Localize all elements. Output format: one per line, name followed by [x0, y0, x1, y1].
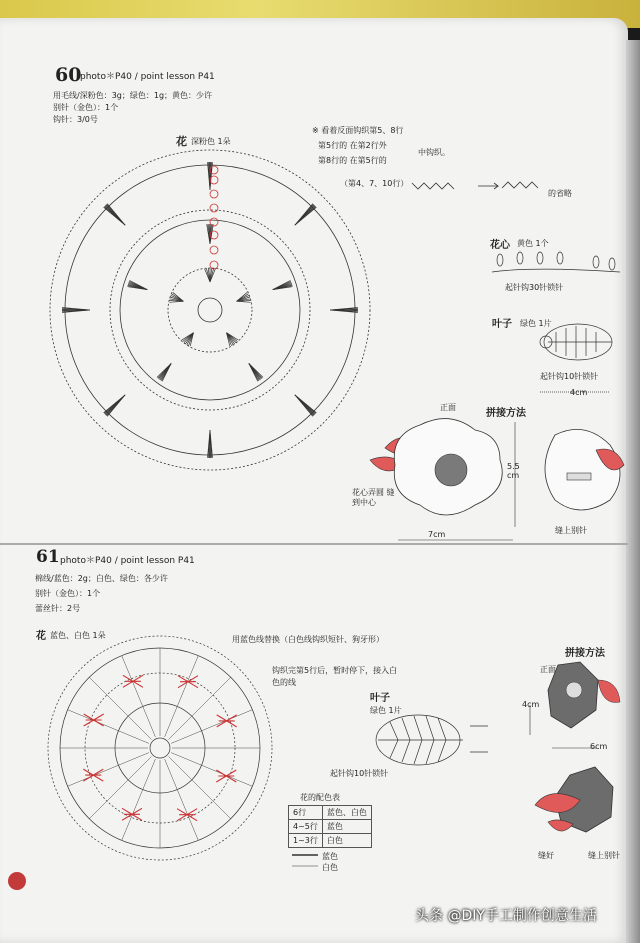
table-cell: 4~5行	[289, 820, 323, 834]
assembly-61-sew: 缝好	[538, 851, 554, 860]
flower-61-spokes	[60, 648, 260, 848]
assembly-60-title: 拼接方法	[486, 408, 526, 419]
assembly-60-width: 7cm	[428, 530, 446, 539]
pattern-60-material-2: 别针（金色）：1个	[53, 103, 119, 112]
legend-blue-label: 蓝色	[322, 852, 338, 861]
row-marker	[210, 190, 218, 198]
note-60-line2: 第5行的 在第2行外	[318, 141, 387, 150]
spoke-stitch	[171, 710, 252, 744]
leaf-61-subtitle: 绿色 1片	[370, 706, 402, 715]
spoke-stitch	[122, 759, 156, 840]
pattern-60-material-3: 钩针：3/0号	[53, 115, 98, 124]
note-60-line4: 中钩织。	[418, 148, 450, 157]
pattern-60-material-1: 用毛线/深粉色：3g；绿色：1g；黄色：少许	[53, 91, 213, 100]
center-60-diagram	[492, 252, 620, 272]
pattern-60-ref: photo＊P40 / point lesson P41	[80, 72, 215, 82]
white-motif-stitch	[217, 715, 237, 727]
petal-stitch	[295, 207, 317, 225]
pattern-61-material-3: 蕾丝针：2号	[35, 604, 81, 613]
note-61-line1: 用蓝色线替换（白色线钩织短针、狗牙形）	[232, 635, 384, 644]
petal-stitch	[104, 395, 126, 413]
note-61-line2: 钩织完第5行后，暂时停下，接入白色的线	[272, 666, 398, 687]
flower-61-title: 花	[36, 631, 46, 642]
center-60-title: 花心	[490, 240, 510, 251]
spoke-stitch	[169, 677, 231, 739]
assembly-60-height: 5.5 cm	[507, 462, 520, 480]
center-60-subtitle: 黄色 1个	[517, 239, 549, 248]
assembly-61-back-flower	[535, 767, 613, 832]
assembly-60-flower-back	[545, 429, 624, 510]
table-cell: 6行	[289, 806, 323, 820]
flower-60-title: 花	[176, 135, 187, 148]
watermark: 头条 @DIY手工制作创意生活	[415, 908, 597, 924]
white-motif-stitch	[83, 769, 103, 781]
table-cell: 蓝色、白色	[322, 806, 371, 820]
table-cell: 白色	[322, 834, 371, 848]
assembly-60-center-sew: 花心弄圆 缝到中心	[352, 488, 395, 507]
color-legend	[292, 855, 318, 866]
table-cell: 蓝色	[322, 820, 371, 834]
spoke-stitch	[89, 757, 151, 819]
spoke-stitch	[122, 656, 156, 737]
petal-stitch	[237, 301, 251, 302]
spoke-stitch	[68, 753, 149, 787]
pattern-61-ref: photo＊P40 / point lesson P41	[60, 556, 195, 566]
flower-60-subtitle: 深粉色 1朵	[191, 137, 231, 146]
spoke-stitch	[68, 710, 149, 744]
assembly-61-front: 正面	[540, 665, 556, 674]
white-motif-stitch	[84, 714, 104, 726]
center-60-chain: 起针钩30针锁针	[505, 283, 564, 292]
leaf-60-diagram	[540, 324, 612, 392]
assembly-61-width: 6cm	[590, 742, 608, 751]
pattern-61-material-2: 别针（金色）：1个	[35, 589, 101, 598]
table-cell: 1~3行	[289, 834, 323, 848]
flower-60-chart	[50, 150, 370, 470]
white-motif-stitch	[123, 675, 143, 687]
pattern-61-material-1: 棉线/蓝色：2g；白色、绿色：各少许	[35, 574, 168, 583]
white-motif-stitch	[177, 809, 197, 821]
spoke-stitch	[171, 753, 252, 787]
assembly-61-height: 4cm	[522, 700, 540, 709]
row-marker	[210, 218, 218, 226]
leaf-60-chain: 起针钩10针锁针	[540, 372, 599, 381]
omitted-note-60: 的省略	[548, 189, 572, 198]
legend-white-label: 白色	[322, 863, 338, 872]
assembly-61-title: 拼接方法	[565, 648, 605, 659]
note-60-line1: ※ 看着反面钩织第5、8行	[312, 126, 404, 135]
white-motif-stitch	[178, 676, 198, 688]
assembly-61-front-flower	[530, 662, 620, 748]
petal-stitch	[107, 204, 125, 226]
assembly-60-front: 正面	[440, 403, 456, 412]
spoke-stitch	[165, 759, 199, 840]
row-marker	[210, 204, 218, 212]
assembly-60-pin: 缝上别针	[555, 526, 587, 535]
pattern-61-number: 61	[36, 547, 60, 567]
leaf-61-chain: 起针钩10针锁针	[330, 769, 389, 778]
spoke-stitch	[165, 656, 199, 737]
omitted-chain-symbol	[412, 182, 538, 189]
leaf-61-diagram	[376, 715, 488, 765]
leaf-60-title: 叶子	[492, 319, 512, 330]
row-note-60: （第4、7、10行）	[340, 179, 409, 188]
flower-60-row-markers	[210, 166, 218, 269]
white-motif-stitch	[216, 770, 236, 782]
leaf-61-title: 叶子	[370, 693, 390, 704]
row-marker	[210, 246, 218, 254]
note-60-line3: 第8行的 在第5行的	[318, 156, 387, 165]
petal-stitch	[295, 395, 313, 417]
color-table-title: 花的配色表	[300, 793, 340, 802]
flower-61-subtitle: 蓝色、白色 1朵	[50, 631, 106, 640]
pattern-60-number: 60	[55, 64, 82, 86]
white-motif-stitch	[122, 808, 142, 820]
assembly-61-pin: 缝上别针	[588, 851, 620, 860]
leaf-60-subtitle: 绿色 1片	[520, 319, 552, 328]
assembly-60-flower-front	[370, 419, 515, 540]
leaf-60-width: 4cm	[570, 388, 588, 397]
